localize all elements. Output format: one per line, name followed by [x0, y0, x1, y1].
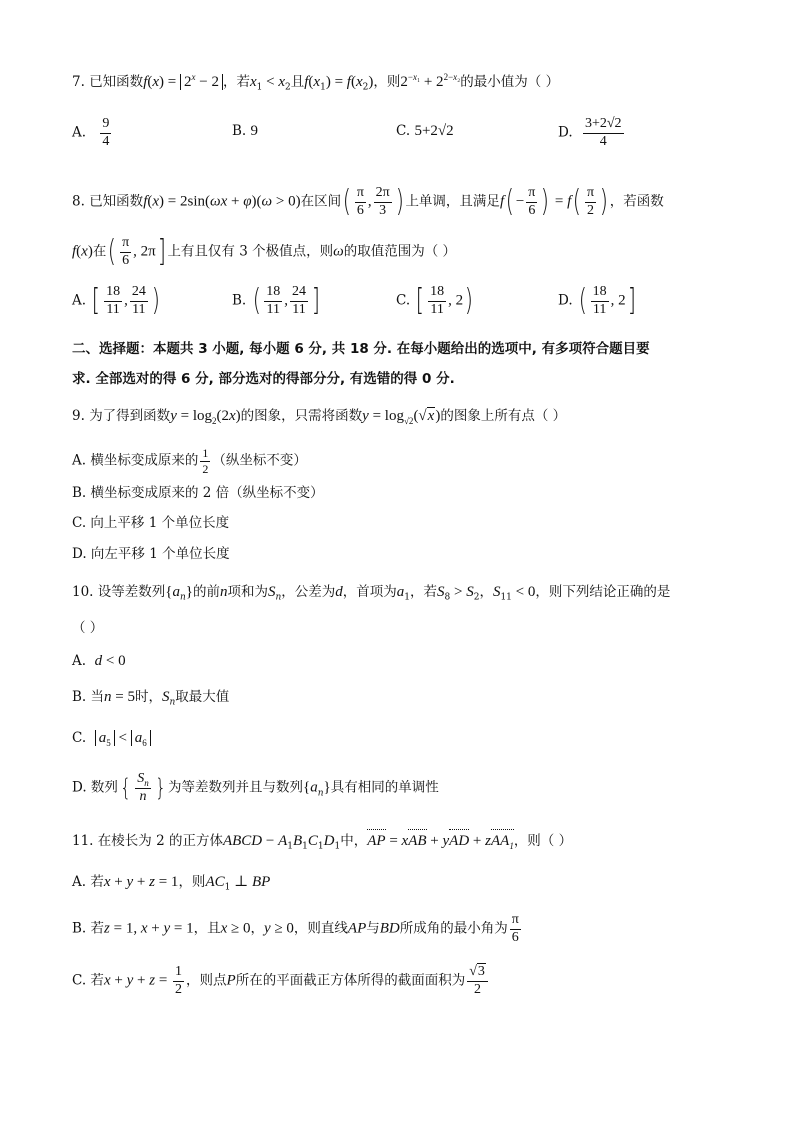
q8-option-a[interactable]: A. [ $\frac{18}{11}$ , $\frac{24}{11}$ ): [72, 283, 160, 319]
question-9-stem: 9. 为了得到函数$y = \log_2(2x)$的图象，只需将函数$y = \log_{√2}(√x)$的图象上所有点（ ）: [72, 408, 567, 426]
q8-option-b[interactable]: B. ( $\frac{18}{11}$ , $\frac{24}{11}$ ]: [232, 283, 320, 319]
q9-option-c[interactable]: C. 向上平移 1 个单位长度: [72, 515, 230, 531]
q8-option-d[interactable]: D. ( $\frac{18}{11}$ , 2]: [558, 283, 636, 319]
q11-option-b[interactable]: B. 若z = 1, x + y = 1，且x ≥ 0，y ≥ 0，则直线AP与BD所成角的最小角为 $\frac{\pi}{6}$: [72, 912, 519, 945]
question-11-stem: 11. 在棱长为 2 的正方体ABCD − $A_1B_1C_1D_1$中，AP = xAB + yAD + zAA$_1$，则（ ）: [72, 833, 573, 852]
q10-option-c[interactable]: C. $a_5 < a_6$: [72, 731, 151, 746]
q9-option-b[interactable]: B. 横坐标变成原来的 2 倍（纵坐标不变）: [72, 485, 324, 501]
q10-option-d[interactable]: D. 数列{ $\frac{S_n}{n}$ } 为等差数列并且与数列$\{a_n\}$具有相同的单调性: [72, 771, 439, 804]
q7-option-a[interactable]: A. $\frac{9}{4}$: [72, 116, 110, 149]
question-8-stem-line1: 8. 已知函数f(x) = 2sin(ωx + φ)(ω > 0)在区间( $\frac{\pi}{6}$ , $\frac{2\pi}{3}$ ) 上单调，且满足f( − $\frac{\pi}{6}$ ) = f( $\frac{\pi}{2}$ ) ，若函数: [72, 184, 664, 220]
question-number: 10.: [72, 584, 94, 600]
q9-option-d[interactable]: D. 向左平移 1 个单位长度: [72, 546, 230, 562]
q7-option-c[interactable]: C. 5+2√2: [396, 123, 454, 139]
q9-option-a[interactable]: A. 横坐标变成原来的 $\frac{1}{2}$ （纵坐标不变）: [72, 446, 307, 476]
question-number: 9.: [72, 408, 85, 424]
q8-option-c[interactable]: C. [ $\frac{18}{11}$ , 2): [396, 283, 474, 319]
q11-option-c[interactable]: C. 若x + y + z = $\frac{1}{2}$ ，则点P所在的平面截正方体所得的截面面积为 $\frac{√3}{2}$: [72, 965, 490, 997]
question-8-stem-line2: f(x)在( $\frac{\pi}{6}$ , 2π] 上有且仅有 3 个极值点，则ω的取值范围为（ ）: [72, 234, 456, 270]
question-10-paren: （ ）: [72, 620, 104, 636]
q10-option-b[interactable]: B. 当n = 5时，$S_n$取最大值: [72, 689, 230, 708]
section-2-heading-line2: 求. 全部选对的得 6 分, 部分选对的得部分分, 有选错的得 0 分.: [72, 371, 455, 387]
question-7-stem: 7. 已知函数$f(x) = 2^x - 2$ ，若$x_1 < x_2$且$f(x_1) = f(x_2)$，则$2^{-x_1} + 2^{2-x_2}$的最小值为（ ）: [72, 72, 560, 93]
question-10-stem: 10. 设等差数列$\{a_n\}$的前n项和为$S_n$，公差为d，首项为$a_1$，若$S_8 > S_2$，$S_{11} < 0$，则下列结论正确的是: [72, 584, 671, 603]
q11-option-a[interactable]: A. 若x + y + z = 1，则$AC_1$ ⊥ BP: [72, 874, 271, 893]
question-number: 11.: [72, 833, 94, 849]
section-2-heading-line1: 二、选择题：本题共 3 小题, 每小题 6 分, 共 18 分. 在每小题给出的选项中, 有多项符合题目要: [72, 341, 650, 357]
q10-option-a[interactable]: A. d < 0: [72, 653, 126, 669]
question-number: 8.: [72, 193, 85, 210]
q7-option-b[interactable]: B. 9: [232, 123, 259, 139]
question-number: 7.: [72, 74, 85, 90]
q7-option-d[interactable]: D. $\frac{3+2√2}{4}$: [558, 116, 622, 149]
